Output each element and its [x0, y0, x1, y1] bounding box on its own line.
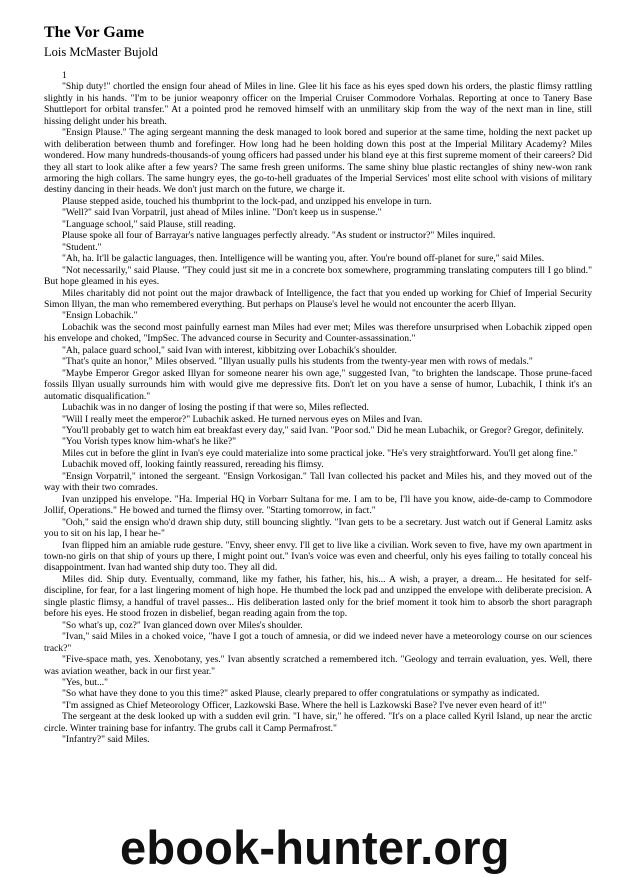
body-paragraph: "Ooh," said the ensign who'd drawn ship duty, still bouncing slightly. "Ivan gets to be a secretary. Just watch out if General Lamitz asks you to sit on his lap, I hear he-" — [44, 516, 592, 540]
body-paragraph: Miles cut in before the glint in Ivan's eye could materialize into some practical joke. "He's very straightforward. You'll get along fine." — [62, 447, 578, 459]
body-text — [44, 81, 592, 745]
body-paragraph: "That's quite an honor," Miles observed. "Illyan usually pulls his students from the twenty-year men with rows of medals." — [62, 356, 533, 368]
body-paragraph: Miles did. Ship duty. Eventually, command, like my father, his father, his, his... A wish, a prayer, a dream... He hesitated for self-discipline, for fear, for a last lingering moment of high hope. He thumbed the lock pad and unzipped the envelope with deliberate precision. A single plastic flimsy, a handful of travel passes... His deliberation lasted only for the brief moment it took him to absorb the short paragraph before his eyes. He stood frozen in disbelief, began reading again from the top. — [44, 573, 592, 620]
body-paragraph: "Well?" said Ivan Vorpatril, just ahead of Miles inline. "Don't keep us in suspense." — [62, 207, 382, 219]
body-paragraph: "Ah, palace guard school," said Ivan with interest, kibbitzing over Lobachik's shoulder. — [62, 344, 397, 356]
document-page — [44, 22, 592, 746]
body-paragraph: Ivan unzipped his envelope. "Ha. Imperial HQ in Vorbarr Sultana for me. I am to be, I'll have you know, aide-de-camp to Commodore Jollif, Operations." He bowed and turned the flimsy over. "Starting tomorrow, in fact." — [44, 493, 592, 517]
body-paragraph: "Infantry?" said Miles. — [62, 734, 150, 746]
body-paragraph: "You Vorish types know him-what's he like?" — [62, 436, 236, 448]
body-paragraph: "Language school," said Plause, still reading. — [62, 218, 236, 230]
body-paragraph: "You'll probably get to watch him eat breakfast every day," said Ivan. "Poor sod." Did he mean Lubachik, or Gregor? Gregor, definitely. — [62, 425, 584, 436]
body-paragraph: Lobachik was the second most painfully earnest man Miles had ever met; Miles was therefore unsurprised when Lobachik zipped open his envelope and choked, "ImpSec. The advanced course in Security and Counter-assassination." — [44, 321, 592, 345]
body-paragraph: "Will I really meet the emperor?" Lubachik asked. He turned nervous eyes on Miles and Ivan. — [62, 413, 423, 425]
watermark-text: ebook-hunter.org — [120, 821, 510, 874]
body-paragraph: "Maybe Emperor Gregor asked Illyan for someone nearer his own age," suggested Ivan, "to brighten the landscape. Those prune-faced fossils Illyan usually surrounds him with would give me depressive fits. Don't let on you have a sense of humor, Lubachik, I think it's an automatic disqualification." — [44, 367, 592, 402]
body-paragraph: Plause stepped aside, touched his thumbprint to the lock-pad, and unzipped his envelope in turn. — [62, 195, 432, 207]
body-paragraph: Miles charitably did not point out the major drawback of Intelligence, the fact that you ended up working for Chief of Imperial Security Simon Illyan, the man who remembered everything. But perhaps on Plause's level he would not encounter the acerb Illyan. — [44, 287, 592, 311]
body-paragraph: "Ship duty!" chortled the ensign four ahead of Miles in line. Glee lit his face as his eyes sped down his orders, the plastic flimsy rattling slightly in his hands. "I'm to be junior weaponry officer on the Imperial Cruiser Commodore Vorhalas. Reporting at once to Tanery Base Shuttleport for orbital transfer." At a pointed prod he removed himself with an unmilitary skip from the way of the next man in line, still hissing delight under his breath. — [44, 81, 592, 127]
body-paragraph: "Ensign Lobachik." — [62, 310, 138, 322]
body-paragraph: "Student." — [62, 241, 102, 253]
chapter-number: 1 — [62, 70, 67, 81]
body-paragraph: "Five-space math, yes. Xenobotany, yes." Ivan absently scratched a remembered itch. "Geology and terrain evaluation, yes. Well, there was aviation weather, back in our first year." — [44, 654, 592, 677]
body-paragraph: Lubachik was in no danger of losing the posting if that were so, Miles reflected. — [62, 402, 369, 414]
body-paragraph: "Ensign Plause." The aging sergeant manning the desk managed to look bored and superior at the same time, holding the next packet up with deliberation between thumb and forefinger. How long had he been holding down this post at the Imperial Military Academy? Miles wondered. How many hundreds-thousands-of young officers had passed under his bland eye at this first supreme moment of their careers? Did they all start to look alike after a few years? The same fresh green uniforms. The same shiny blue plastic rectangles of shiny new-won rank armoring the high collars. The same hungry eyes, the go-to-hell graduates of the Imperial Services' most elite school with visions of military destiny dancing in their heads. We don't just march on the future, we charge it. — [44, 127, 592, 196]
body-paragraph: "So what's up, coz?" Ivan glanced down over Miles's shoulder. — [62, 619, 303, 631]
body-paragraph: "I'm assigned as Chief Meteorology Officer, Lazkowski Base. Where the hell is Lazkowski Base? I've never even heard of it!" — [62, 699, 547, 711]
body-paragraph: "Ivan," said Miles in a choked voice, "have I got a touch of amnesia, or did we indeed never have a meteorology course on our sciences track?" — [44, 631, 592, 654]
body-paragraph: "Not necessarily," said Plause. "They could just sit me in a concrete box somewhere, programming translating computers till I go blind." But hope gleamed in his eyes. — [44, 264, 592, 288]
body-paragraph: "Yes, but..." — [62, 676, 109, 688]
body-paragraph: The sergeant at the desk looked up with a sudden evil grin. "I have, sir," he offered. "It's on a place called Kyril Island, up near the arctic circle. Winter training base for infantry. The grubs call it Camp Permafrost." — [44, 711, 592, 734]
body-paragraph: "Ah, ha. It'll be galactic languages, then. Intelligence will be wanting you, after. You're bound off-planet for sure," said Miles. — [62, 253, 545, 265]
body-paragraph: "Ensign Vorpatril," intoned the sergeant. "Ensign Vorkosigan." Tall Ivan collected his packet and Miles his, and they moved out of the way with their two comrades. — [44, 470, 592, 494]
body-paragraph: Ivan flipped him an amiable rude gesture. "Envy, sheer envy. I'll get to live like a civilian. Work seven to five, have my own apartment in town-no girls on that ship of yours up there, I might point out." Ivan's voice was even and cheerful, only his eyes failing to totally conceal his disappointment. Ivan had wanted ship duty too. They all did. — [44, 539, 592, 574]
body-paragraph: "So what have they done to you this time?" asked Plause, clearly prepared to offer congratulations or sympathy as indicated. — [62, 688, 540, 700]
body-paragraph: Lubachik moved off, looking faintly reassured, rereading his flimsy. — [62, 459, 324, 471]
book-author: Lois McMaster Bujold — [44, 45, 158, 59]
book-title: The Vor Game — [44, 24, 145, 41]
body-paragraph: Plause spoke all four of Barrayar's native languages perfectly already. "As student or instructor?" Miles inquired. — [62, 230, 496, 242]
